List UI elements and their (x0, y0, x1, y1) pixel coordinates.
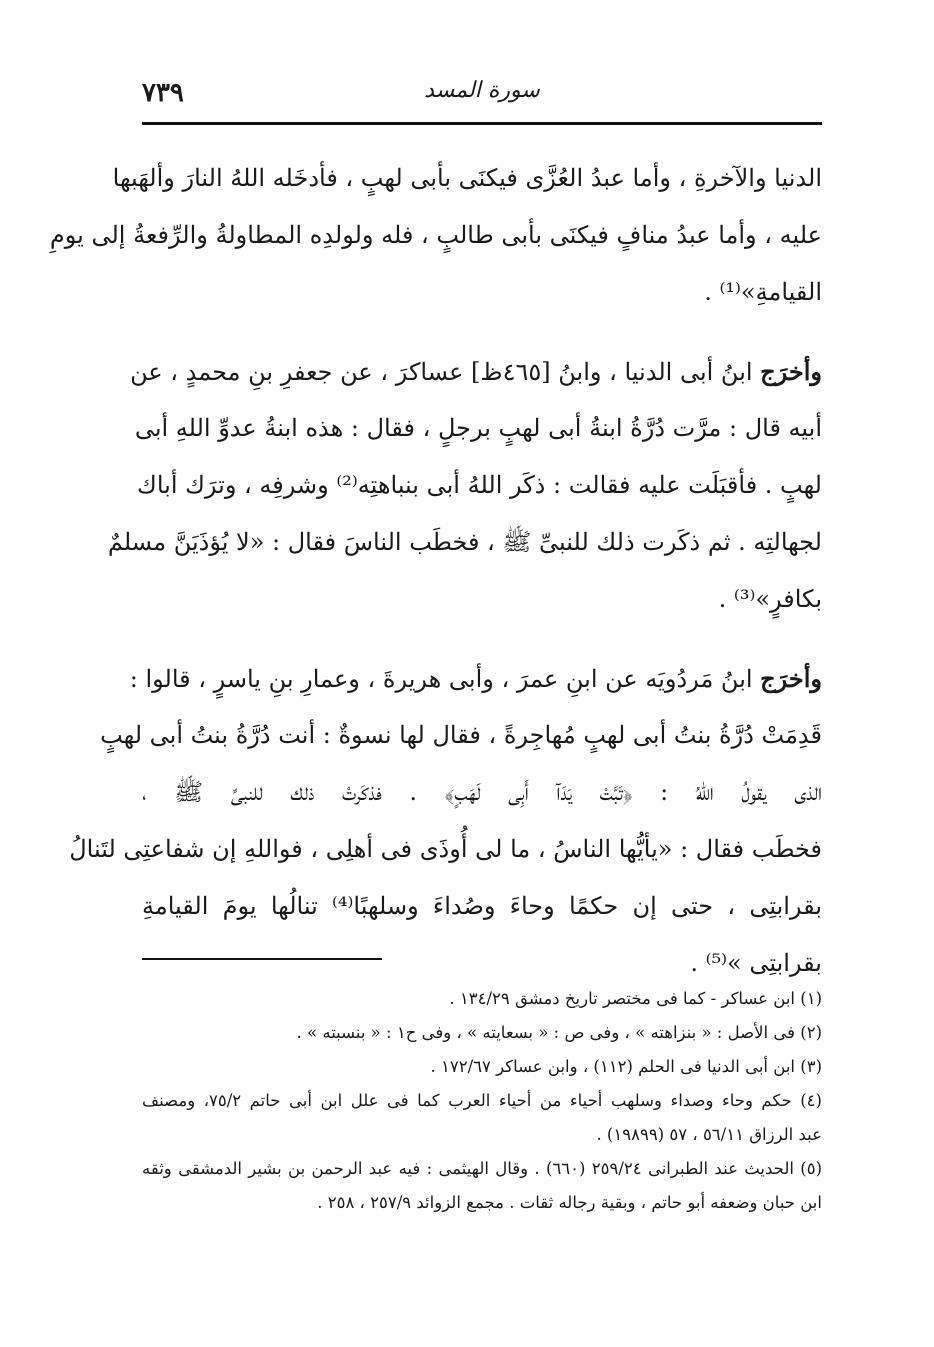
footnotes (142, 982, 822, 1220)
text-line: قَدِمَتْ دُرَّةُ بنتُ أبى لهبٍ مُهاجِرةً ، فقال لها نسوةٌ : أنت دُرَّةُ بنتُ أبى لهبٍ (100, 721, 822, 749)
text-line: عليه ، وأما عبدُ منافٍ فيكنَى بأبى طالبٍ ، فله ولولدِه المطاولةُ والرِّفعةُ إلى يومِ (49, 221, 822, 249)
paragraph (107, 343, 822, 628)
page-header (142, 70, 822, 114)
text-line: لهبٍ . فأقبَلَت عليه فقالت : ذكَر اللهُ أبى بنباهتِه⁽²⁾ وشرفِه ، وترَك أباك (137, 471, 822, 499)
text-line: لجهالتِه . ثم ذكَرت ذلك للنبىِّ ﷺ ، فخطَب الناسَ فقال : «لا يُؤذَيَنَّ مسلمٌ (107, 528, 822, 556)
footnote-line: عبد الرزاق ٥٦/١١ ، ٥٧ (١٩٨٩٩) . (596, 1125, 822, 1144)
footnote-line: (٥) الحديث عند الطبرانى ٢٥٩/٢٤ (٦٦٠) . وقال الهيثمى : فيه عبد الرحمن بن بشير الدمشقى وثقه (142, 1159, 823, 1178)
text-line: الدنيا والآخرةِ ، وأما عبدُ العُزَّى فيكنَى بأبى لهبٍ ، فأدخَله اللهُ النارَ وألهَبها (112, 164, 822, 192)
footnote-rule (142, 958, 382, 960)
main-text (49, 150, 822, 992)
line-text: ابنُ أبى الدنيا ، وابنُ [٤٦٥ظ] عساكرَ ، عن جعفرِ بنِ محمدٍ ، عن (130, 358, 761, 386)
page-number: ٧٣٩ (142, 78, 184, 108)
line-text: ابنُ مَردُويَه عن ابنِ عمرَ ، وأبى هريرةَ ، وعمارِ بنِ ياسرٍ ، قالوا : (129, 665, 761, 693)
footnote-line: (٤) حكم وحاء وصداء وسلهب أحياء من أحياء العرب كما فى علل ابن أبى حاتم ٧٥/٢، ومصنف (142, 1091, 822, 1110)
footnote-line: ابن حبان وضعفه أبو حاتم ، وبقية رجاله ثقات . مجمع الزوائد ٢٥٧/٩ ، ٢٥٨ . (317, 1193, 822, 1212)
paragraph-gap (142, 628, 822, 650)
text-line: بقرابتِى »⁽⁵⁾ . (690, 949, 822, 977)
text-line: القيامةِ»⁽¹⁾ . (704, 278, 822, 306)
text-line: بكافرٍ»⁽³⁾ . (718, 585, 822, 613)
lead-word: وأخرَج (760, 664, 822, 693)
lead-word: وأخرَج (760, 357, 822, 386)
paragraph (69, 650, 822, 992)
text-line: أبيه قال : مرَّت دُرَّةُ ابنةُ أبى لهبٍ برجلٍ ، فقال : هذه ابنةُ عدوِّ اللهِ أبى (134, 414, 822, 442)
footnote-line: (٢) فى الأصل : « بنزاهته » ، وفى ص : « بسعايته » ، وفى ح١ : « بنسبته » . (296, 1023, 822, 1042)
text-line: بقرابتِى ، حتى إن حكمًا وحاءَ وصُداءَ وسلهبًا⁽⁴⁾ تنالُها يومَ القيامةِ (142, 892, 822, 920)
text-line: فخطَب فقال : «يأيُّها الناسُ ، ما لى أُوذَى فى أهلِى ، فواللهِ إن شفاعتِى لتَنالُ (69, 835, 822, 863)
header-rule (142, 122, 822, 125)
text-line (130, 343, 822, 400)
footnote-line: (٣) ابن أبى الدنيا فى الحلم (١١٢) ، وابن عساكر ١٧٢/٦٧ . (430, 1057, 822, 1076)
paragraph (49, 150, 822, 321)
paragraph-gap (142, 321, 822, 343)
text-line: الذى يقولُ اللهُ : ﴿تَبَّتْ يَدَآ أَبِى لَهَبٍ﴾ . فذكَرتْ ذلك للنبىِّ ﷺ ، (142, 778, 822, 806)
running-title: سورة المسد (424, 78, 540, 103)
footnote-line: (١) ابن عساكر - كما فى مختصر تاريخ دمشق ١٣٤/٢٩ . (449, 989, 822, 1008)
text-line (129, 650, 822, 707)
